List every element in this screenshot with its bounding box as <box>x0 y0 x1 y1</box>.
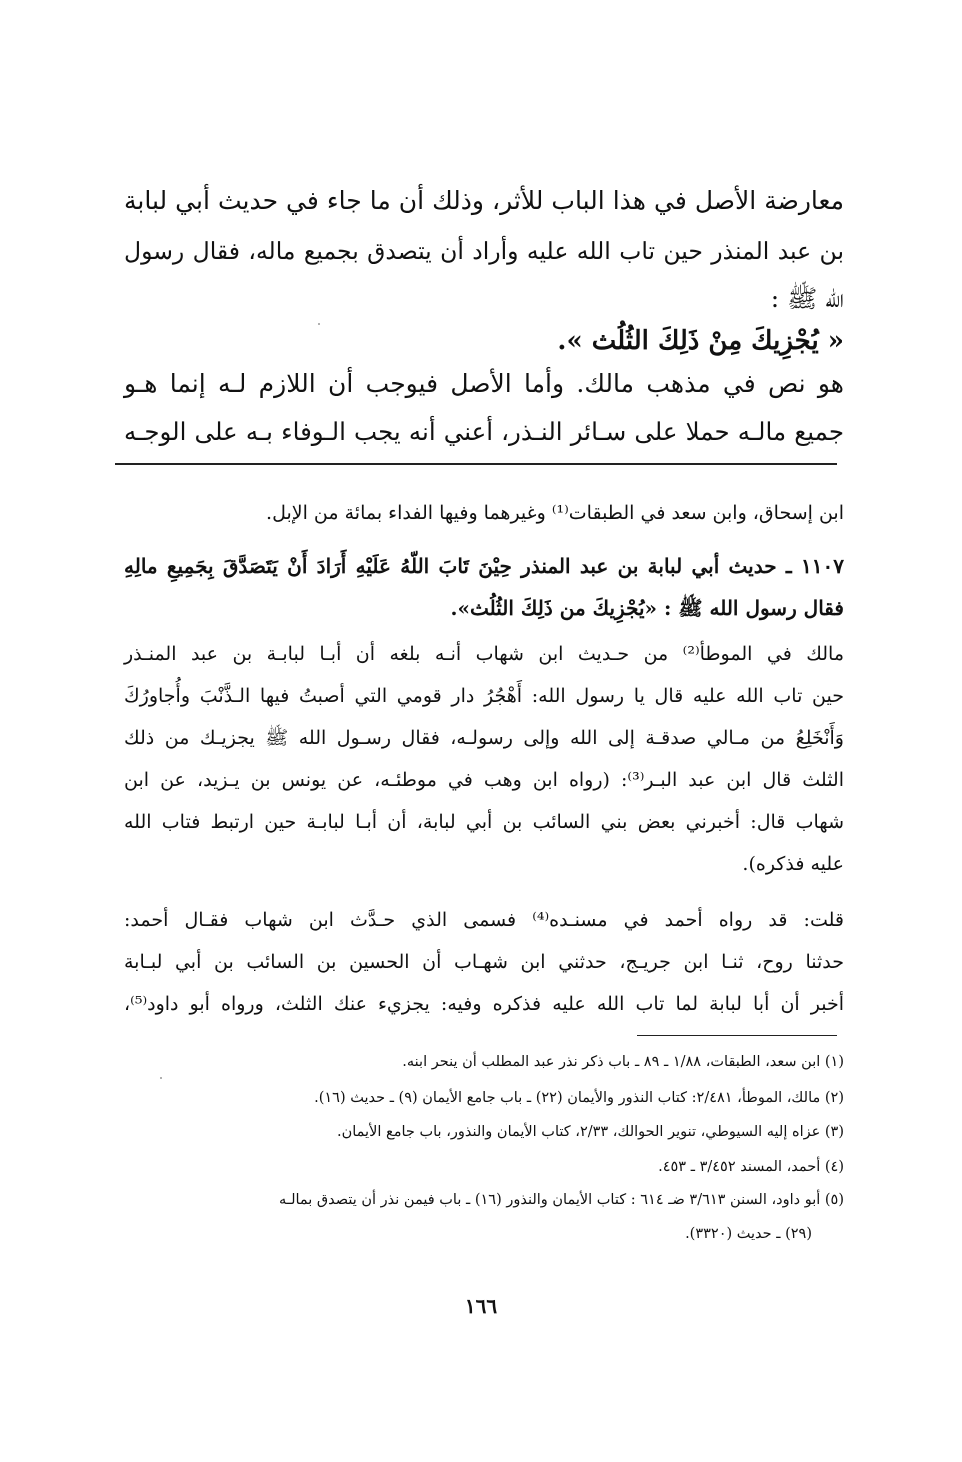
footnote-5-continuation: (٢٩) ـ حديث (٣٣٢٠). <box>685 1226 812 1242</box>
footnote-5: (٥) أبو داود، السنن ٣/٦١٣ ضـ ٦١٤ : كتاب الأيمان والنذور (١٦) ـ باب فيمن نذر أن يتصدق بمالـه <box>279 1192 844 1208</box>
commentary-line: الثلث قال ابن عبد البـر⁽³⁾: (رواه ابن وهب في موطئـه، عن يونس بن يـزيد، عن ابن <box>124 769 844 791</box>
footnote-4: (٤) أحمد، المسند ٣/٤٥٢ ـ ٤٥٣. <box>658 1159 844 1175</box>
commentary-line: أخبر أن أبا لبابة لما تاب الله عليه فذكره وفيه: يجزيء عنك الثلث، ورواه أبو داود⁽⁵⁾، <box>124 993 844 1015</box>
main-text-line: بن عبد المنذر حين تاب الله عليه وأراد أن يتصدق بجميع ماله، فقال رسول <box>124 237 844 265</box>
commentary-line: حين تاب الله عليه قال يا رسول الله: أَهْجُرُ دار قومي التي أصبتُ فيها الـذَّنْبَ وأُجاورُكَ <box>124 685 844 707</box>
commentary-intro: ابن إسحاق، وابن سعد في الطبقات⁽¹⁾ وغيرهما وفيها الفداء بمائة من الإبل. <box>266 502 844 524</box>
commentary-line: شهاب قال: أخبرني بعض بني السائب بن أبي لبابة، أن أبـا لبابـة حين ارتبط فتاب الله <box>124 811 844 833</box>
main-text-line: جميع مالـه حملا على سـائر النـذر، أعني أنه يجب الـوفاء بـه على الوجـه <box>124 417 844 446</box>
commentary-line: عليه فذكره). <box>742 853 844 875</box>
main-text-line: هو نص في مذهب مالك. وأما الأصل فيوجب أن اللازم لـه إنما هـو <box>124 369 844 398</box>
scan-speck <box>318 323 320 325</box>
commentary-line: مالك في الموطأ⁽²⁾ من حـديث ابن شهاب أنـه بلغه أن أبـا لبابـة بن عبد المنـذر <box>124 643 844 665</box>
footnote-3: (٣) عزاه إليه السيوطي، تنوير الحوالك، ٢/٣٣، كتاب الأيمان والنذور، باب جامع الأيمان. <box>337 1124 844 1140</box>
footnote-2: (٢) مالك، الموطأ، ٢/٤٨١: كتاب النذور والأيمان (٢٢) ـ باب جامع الأيمان (٩) ـ حديث (١٦). <box>314 1090 844 1106</box>
main-text-line: معارضة الأصل في هذا الباب للأثر، وذلك أن ما جاء في حديث أبي لبابة <box>124 186 844 215</box>
hadith-heading: ١١٠٧ ـ حديث أبي لبابة بن عبد المنذر حِيْنَ تَابَ اللّهُ عَلَيْهِ أَرَادَ أَنْ يَتَصَدَّقَ بِجَمِيعِ مالِهِ <box>124 554 844 578</box>
hadith-heading: فقال رسول الله ﷺ : «يُجْزِيكَ من ذَلِكَ الثُلُث». <box>450 596 844 620</box>
commentary-line: وَأَنْخَلِعُ من مـالي صدقـة إلى الله وإلى رسولـه، فقال رسـول الله ﷺ يجزيـك من ذلك <box>124 727 844 749</box>
commentary-line: حدثنا روح، ثنـا ابن جريـج، حدثني ابن شهـاب أن الحسين بن السائب بن أبي لبـابة <box>124 951 844 973</box>
page-number: ١٦٦ <box>464 1294 498 1318</box>
footnote-1: (١) ابن سعد، الطبقات، ١/٨٨ ـ ٨٩ ـ باب ذكر نذر عبد المطلب أن ينحر ابنه. <box>402 1054 844 1070</box>
main-text-line: الله ﷺ : <box>770 284 844 313</box>
commentary-line: قلت: قد رواه أحمد في مسنـده⁽⁴⁾ فسمى الذي حـدَّث ابن شهاب فقـال أحمد: <box>124 909 844 931</box>
hadith-quote: « يُجْزِيكَ مِنْ ذَلِكَ الثُلُث ». <box>557 326 844 356</box>
footnote-rule <box>637 1035 837 1036</box>
scan-speck <box>160 1077 162 1079</box>
section-divider <box>115 463 837 465</box>
